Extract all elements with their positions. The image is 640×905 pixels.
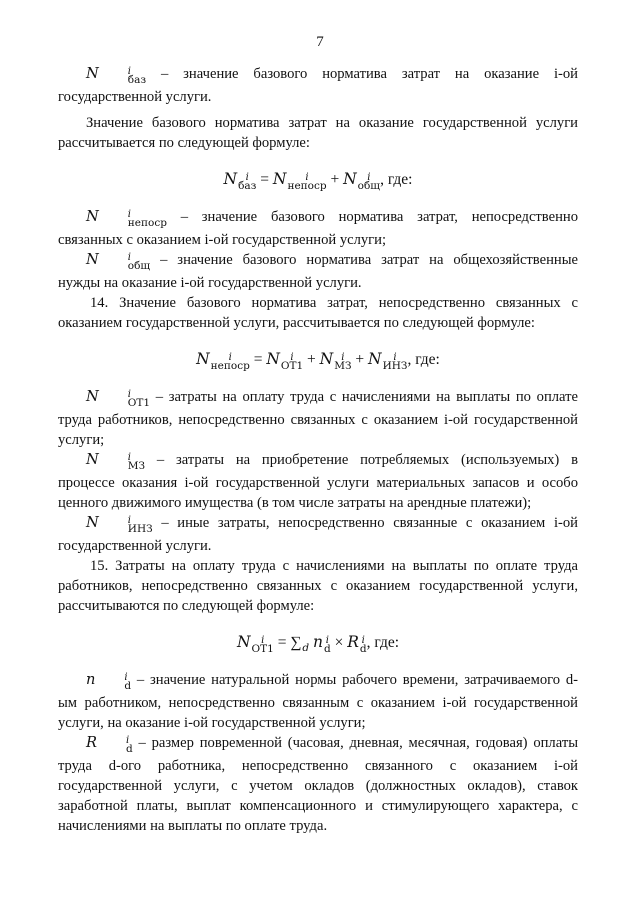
paragraph-14: 14. Значение базового норматива затрат, непосредственно связанных с оказанием государственной услуги, рассчитывается по следующей формуле:	[58, 295, 578, 331]
definition-n-d: n i d – значение натуральной нормы рабочего времени, затрачиваемого d-ым работником, непосредственно связанным с оказанием i-ой государственной услуги, на оказание i-ой государственной услуги;	[58, 671, 578, 731]
definition-n-mz: N i МЗ – затраты на приобретение потребляемых (используемых) в процессе оказания i-ой государственной услуги материальных запасов и особо ценного движимого имущества (в том числе затраты на арендные платежи);	[58, 451, 578, 511]
definition-r-d: R i d – размер повременной (часовая, дневная, месячная, годовая) оплаты труда d-ого работника, непосредственно связанного с оказанием i-ой государственной услуги, с учетом окладов (должностных окладов), ставок заработной платы, выплат компенсационного и стимулирующего характера, с начислениями на выплаты по оплате труда.	[58, 734, 578, 834]
paragraph-15: 15. Затраты на оплату труда с начислениями на выплаты по оплате труда работников, непосредственно связанных с оказанием государственной услуги, рассчитываются по следующей формуле:	[58, 558, 578, 614]
definition-n-inz: N i ИНЗ – иные затраты, непосредственно связанные с оказанием i-ой государственной услуги.	[58, 514, 578, 554]
definition-n-obsh: N i общ – значение базового норматива затрат на общехозяйственные нужды на оказание i-ой государственной услуги.	[58, 251, 578, 291]
definition-n-neposr: N i непоср – значение базового норматива затрат, непосредственно связанных с оказанием i-ой государственной услуги;	[58, 208, 578, 248]
definition-n-baz: N i баз – значение базового норматива затрат на оказание i-ой государственной услуги.	[58, 65, 578, 105]
definition-n-ot1: N i ОТ1 – затраты на оплату труда с начислениями на выплаты по оплате труда работников, непосредственно связанных с оказанием i-ой государственной услуги;	[58, 388, 578, 448]
formula-labor-cost: N i ОТ1 = ∑ d n i d × R i d , где:	[236, 633, 400, 655]
formula-base-cost: N i баз = N i непоср + N i общ , где:	[223, 170, 413, 192]
page-number: 7	[316, 34, 324, 50]
symbol-n-baz: N i баз	[86, 65, 147, 86]
document-body	[58, 64, 578, 836]
paragraph-formula-intro: Значение базового норматива затрат на оказание государственной услуги рассчитывается по следующей формуле:	[58, 115, 578, 151]
formula-direct-cost: N i непоср = N i ОТ1 + N i МЗ + N i ИНЗ , где:	[196, 350, 440, 372]
